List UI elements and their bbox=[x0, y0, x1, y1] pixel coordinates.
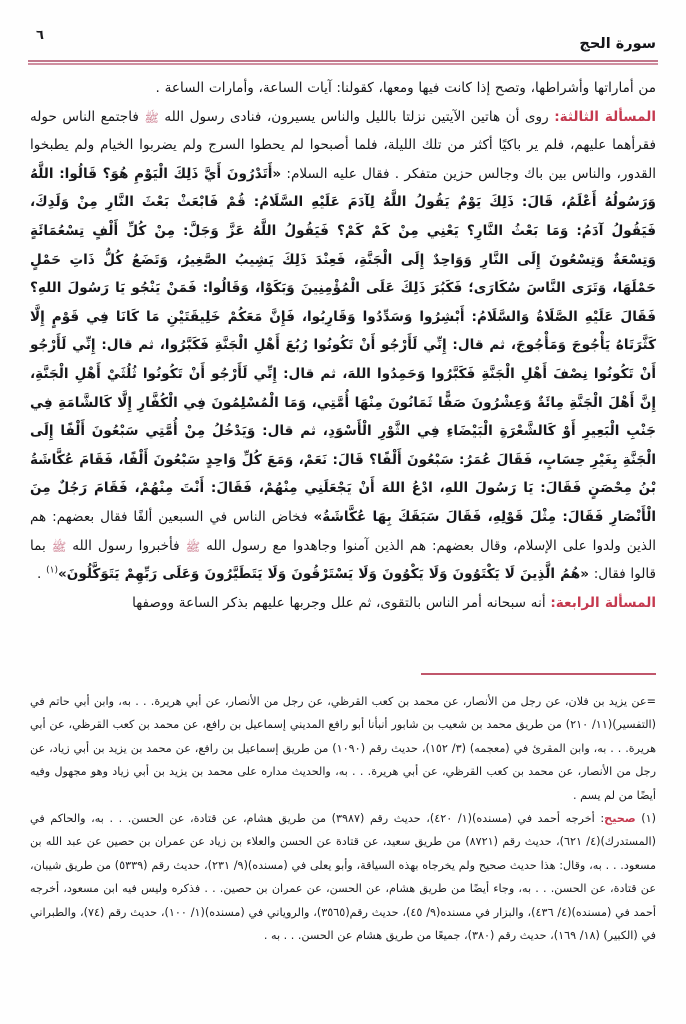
footnote-text-1: : أخرجه أحمد في (مسنده)(١/ ٤٢٠)، حديث رقم (٣٩٨٧) من طريق هشام، عن قتادة، عن الحسن. . . به، والحاكم في (المستدرك)(٤/ ٦٢١)، حديث رقم (٨٧٢١) من طريق سعيد، عن قتادة عن الحسن والعلاء بن زياد عن عمران بن حصين عن عبد الله بن مسعود. . . به، وقال: هذا حديث صحيح ولم يخرجاه بهذه السياقة، وأبو يعلى في (مسنده)(٩/ ٢٣١)، حديث رقم (٥٣٣٩) من طريق شيبان، عن قتادة، عن الحسن. . . به، وجاء أيضًا من طريق هشام، عن الحسن، عن عمران بن حصين. . . فذكره وليس فيه ابن مسعود، أخرجه أحمد في (مسنده)(٤/ ٤٣٦)، والبزار في مسنده(٩/ ٤٥)، حديث رقم(٣٥٦٥)، والروياني في (مسنده)(١/ ١٠٠)، حديث رقم (٧٤)، والطبراني في (الكبير) (١٨/ ١٦٩)، حديث رقم (٣٨٠)، جميعًا من طريق هشام عن الحسن. . . به . bbox=[30, 812, 657, 943]
running-head bbox=[28, 28, 658, 68]
hadith-quote-1: «أَتَدْرُونَ أَيَّ ذَلِكَ الْيَوْمِ هُوَ؟ قَالُوا: اللَّهُ وَرَسُولُهُ أَعْلَمُ، قَالَ: ذَلِكَ يَوْمٌ يَقُولُ اللَّهُ لِآدَمَ عَلَيْهِ السَّلَامُ: قُمْ فَابْعَثْ بَعْثَ النَّارِ مِنْ وَلَدِكَ، فَيَقُولُ آدَمُ: وَمَا بَعْثُ النَّارِ؟ يَعْنِي مِنْ كَمْ كَمْ؟ فَيَقُولُ اللَّهُ عَزَّ وَجَلَّ: مِنْ كُلِّ أَلْفٍ تِسْعُمَائَةٍ وَتِسْعَةٌ وَتِسْعُونَ إِلَى النَّارِ وَوَاحِدٌ إِلَى الْجَنَّةِ، فَعِنْدَ ذَلِكَ يَشِيبُ الصَّغِيرُ، وَتَضَعُ كُلُّ ذَاتِ حَمْلٍ حَمْلَهَا، وَتَرَى النَّاسَ سُكَارَى؛ فَكَبُرَ ذَلِكَ عَلَى الْمُؤْمِنِينَ وَبَكَوْا، وَقَالُوا: فَمَنْ يَنْجُو يَا رَسُولَ اللهِ؟ فَقَالَ عَلَيْهِ الصَّلَاةُ وَالسَّلَامُ: أَبْشِرُوا وَسَدِّدُوا وَقَارِبُوا، فَإِنَّ مَعَكُمْ خَلِيقَتَيْنِ مَا كَانَا فِي قَوْمٍ إِلَّا كَثَّرَتَاهُ يَأْجُوجَ وَمَأْجُوجَ، ثم قال: إِنِّي لَأَرْجُو أَنْ تَكُونُوا رُبُعَ أَهْلِ الْجَنَّةِ فَكَبَّرُوا، ثم قال: إِنِّي لَأَرْجُو أَنْ تَكُونُوا نِصْفَ أَهْلِ الْجَنَّةِ فَكَبَّرُوا وَحَمِدُوا اللهَ، ثم قال: إِنِّي لَأَرْجُو أَنْ تَكُونُوا ثُلُثَيْ أَهْلِ الْجَنَّةِ، إِنَّ أَهْلَ الْجَنَّةِ مِائَةٌ وَعِشْرُونَ صَفًّا ثَمَانُونَ مِنْهَا أُمَّتِي، وَمَا الْمُسْلِمُونَ فِي الْكُفَّارِ إِلَّا كَالشَّامَةِ فِي جَنْبِ الْبَعِيرِ أَوْ كَالشَّعْرَةِ الْبَيْضَاءِ فِي الثَّوْرِ الْأَسْوَدِ، ثم قال: وَيَدْخُلُ مِنْ أُمَّتِي سَبْعُونَ أَلْفًا إِلَى الْجَنَّةِ بِغَيْرِ حِسَابٍ، فَقَالَ عُمَرُ: سَبْعُونَ أَلْفًا؟ قَالَ: نَعَمْ، وَمَعَ كُلِّ وَاحِدٍ سَبْعُونَ أَلْفًا، فَقَامَ عُكَّاشَةُ بْنُ مِحْصَنٍ فَقَالَ: يَا رَسُولَ اللهِ، ادْعُ اللهَ أَنْ يَجْعَلَنِي مِنْهُمْ، فَقَالَ: أَنْتَ مِنْهُمْ، فَقَامَ رَجُلٌ مِنَ الْأَنْصَارِ فَقَالَ: مِثْلَ قَوْلِهِ، فَقَالَ سَبَقَكَ بِهَا عُكَّاشَةُ» bbox=[30, 165, 656, 525]
sallallahu-alayhi-wasallam-icon: ﷺ bbox=[144, 110, 159, 125]
page-number: ٦ bbox=[36, 28, 44, 43]
footnote-reference-1[interactable]: (١) bbox=[46, 565, 58, 576]
header-rule-line-2 bbox=[28, 63, 658, 65]
header-rule-line-1 bbox=[28, 60, 658, 62]
issue-three-intro: روى أن هاتين الآيتين نزلتا بالليل والناس يسيرون، فنادى رسول الله bbox=[158, 108, 555, 125]
after-hadith-text-1: فخاض الناس في السبعين ألفًا فقال بعضهم: هم الذين ولدوا على الإسلام، وقال بعضهم: هم الذين آمنوا وجاهدوا مع رسول الله bbox=[30, 508, 656, 554]
footnotes-section bbox=[30, 690, 656, 947]
footnote-continuation bbox=[30, 690, 656, 807]
issue-four-label: المسألة الرابعة: bbox=[550, 594, 656, 611]
surah-title: سورة الحج bbox=[579, 36, 656, 52]
sallallahu-alayhi-wasallam-icon-2: ﷺ bbox=[185, 539, 201, 554]
paragraph-opening-text: من أماراتها وأشراطها، وتصح إذا كانت فيها ومعها، كقولنا: آيات الساعة، وأمارات الساعة . bbox=[155, 80, 656, 96]
main-text-body bbox=[30, 74, 656, 617]
issue-three-continuation: فاجتمع الناس حوله فقرأهما عليهم، فلم ير باكيًا أكثر من تلك الليلة، فلما أصبحوا لم يحطوا السرج ولم يضربوا الخيام ولم يطبخوا القدور، والناس بين باك وجالس حزين متفكر . فقال عليه السلام: bbox=[30, 108, 656, 182]
issue-four-text: أنه سبحانه أمر الناس بالتقوى، ثم علل وجربها عليهم بذكر الساعة ووصفها bbox=[132, 594, 551, 611]
footnote-grading-badge: صحيح bbox=[604, 812, 636, 826]
footnote-separator-rule bbox=[421, 673, 656, 675]
footnote-continuation-text: =عن يزيد بن فلان، عن رجل من الأنصار، عن محمد بن كعب القرظي، عن رجل من الأنصار، عن أبي هريرة. . . به، وابن أبي حاتم في (التفسير)(١١/ ٢١٠) من طريق محمد بن شعيب بن شابور أنبأنا أبو رافع المديني إسماعيل بن رافع، عن محمد بن كعب القرظي، عن أبي هريرة. . . به، وابن المقرئ في (معجمه) (٣/ ١٥٢)، حديث رقم (١٠٩٠) من طريق إسماعيل بن رافع، عن محمد بن يزيد بن أبي زياد، عن رجل من الأنصار، عن محمد بن كعب القرظي، عن أبي هريرة. . . به، والحديث مداره على محمد بن يزيد بن أبي زياد وهو مجهول وفيه أيضًا من لم يسم . bbox=[30, 695, 657, 802]
sallallahu-alayhi-wasallam-icon-3: ﷺ bbox=[51, 539, 67, 554]
footnote-item-1 bbox=[30, 807, 656, 947]
footnote-number-1: (١) bbox=[641, 812, 657, 826]
sentence-end-punctuation: . bbox=[37, 566, 47, 583]
header-rule bbox=[28, 60, 658, 65]
paragraph-opening bbox=[30, 74, 656, 103]
after-hadith-text-3: بما قالوا فقال: bbox=[30, 537, 656, 583]
after-hadith-text-2: فأخبروا رسول الله bbox=[66, 537, 186, 554]
issue-three-block bbox=[30, 103, 656, 589]
hadith-quote-2: «هُمُ الَّذِينَ لَا يَكْتَوُونَ وَلَا يَكْوُونَ وَلَا يَسْتَرْقُونَ وَلَا يَتَطَيَّرُونَ وَعَلَى رَبِّهِمْ يَتَوَكَّلُونَ» bbox=[57, 566, 589, 583]
issue-three-label: المسألة الثالثة: bbox=[554, 108, 657, 125]
issue-four-block bbox=[30, 589, 656, 618]
